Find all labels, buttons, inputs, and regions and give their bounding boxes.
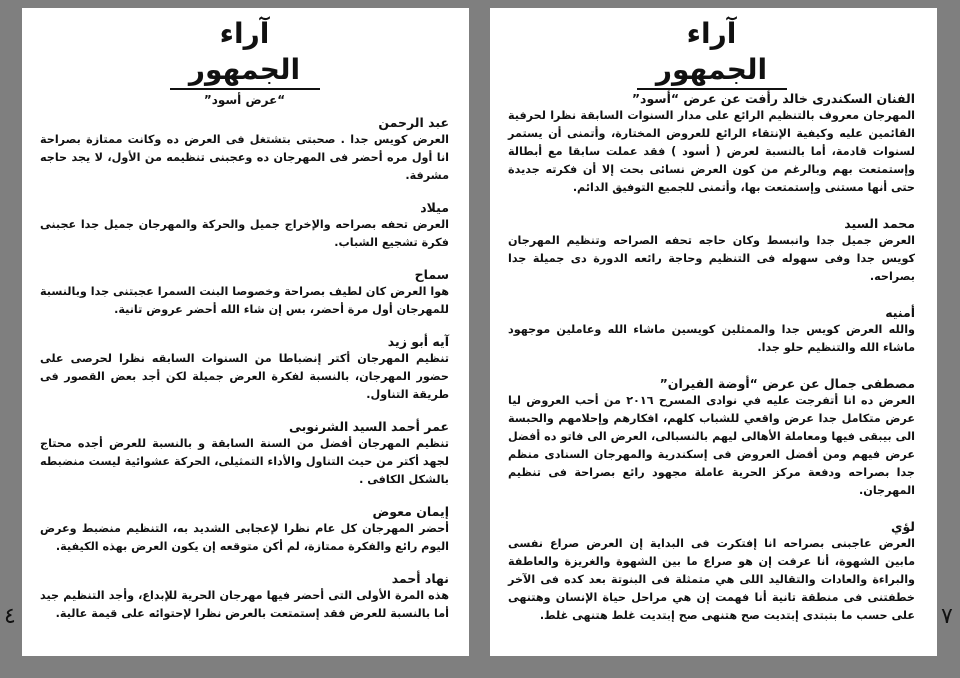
page-number-left: ٤	[4, 604, 16, 629]
left-page	[22, 8, 469, 656]
comment-entry	[508, 215, 915, 286]
comment-entry	[508, 518, 915, 625]
commenter-name: آيه أبو زيد	[387, 334, 449, 349]
comment-text: العرض عاجبنى بصراحه انا إفتكرت فى البداية إن العرض صراع نفسى مابين الشهوة، أنا عرفت إن هو صراع ما بين الشهوة والغريزة والعاطفة والبراءة والعادات والتقاليد اللى هي متمثلة فى البنوتة بعد كده فى الآخر خطفتنى فى منطقة تانية أنا فهمت إن هي مراحل حياة الإنسان وهتنهى على حسب ما بتبتدى إبتديت صح هتنهى صح إبتديت غلط هتنهى غلط.	[508, 537, 915, 622]
page-number-right: ٧	[941, 604, 953, 629]
comment-entry	[40, 199, 449, 252]
comment-entry	[40, 333, 449, 404]
commenter-name: عبد الرحمن	[378, 115, 449, 130]
commenter-name: محمد السيد	[844, 216, 915, 231]
comment-entry	[508, 304, 915, 357]
commenter-name: أمنيه	[885, 305, 915, 320]
comment-text: أحضر المهرجان كل عام نظرا لإعجابى الشديد به، التنظيم منضبط وعرض اليوم رائع والفكرة ممتازة، لم أكن متوقعه إن يكون العرض بهذه الكيفية.	[40, 522, 449, 553]
comment-text: والله العرض كويس جدا والممثلين كويسين ماشاء الله وعاملين موجهود ماشاء الله والتنظيم حلو جدا.	[508, 323, 915, 354]
comment-text: المهرجان معروف بالتنظيم الرائع على مدار السنوات السابقة نظرا لحرفية القائمين عليه وكيفية الإنتقاء الرائع للعروض المختارة، وأتمنى أن يستمر لسنوات قادمة، أما بالنسبة لعرض ( أسود ) فقد عملت سابقا مع أبطالة وإستمتعت بهم وبالرغم من كون العرض نسائى بحت إلا أن فكرته جديدة حتى أنها مستنى وإستمتعت بها، وأتمنى للجميع التوفيق الدائم.	[508, 109, 915, 194]
comment-text: العرض ده انا أتفرجت عليه في نوادى المسرح ٢٠١٦ من أحب العروض ليا عرض متكامل جدا عرض واقعي للشباب كلهم، افكارهم وإحلامهم والحبسة الى بيبقى فيها ومعاملة الأهالى ليهم بالنسبالى، العرض الى فاتو ده أفضل عرض فيهم ومن أفضل العروض فى إسكندرية والمهرجان السنادى منظم جدا بصراحه ودفعة مركز الحرية عاملة مجهود رائع بصراحة فى تنظيم المهرجان.	[508, 394, 915, 497]
commenter-name: إيمان معوض	[372, 504, 449, 519]
comment-text: العرض كويس جدا . صحبتى بتشتغل فى العرض ده وكانت ممتازة بصراحة انا أول مره أحضر فى المهرجان ده وعجبنى تنظيمه من الأول، لا يجد حاجه مشرفة.	[40, 133, 449, 182]
comment-entry	[40, 503, 449, 556]
comment-entry	[40, 266, 449, 319]
comment-entry	[40, 114, 449, 185]
comment-entry	[508, 90, 915, 197]
right-page	[490, 8, 937, 656]
comment-text: العرض جميل جدا وانبسط وكان حاجه تحفه الصراحه وتنظيم المهرجان كويس جدا وفى سهوله فى التنظيم وحاجة رائعه الدورة دى جميلة جدا بصراحه.	[508, 234, 915, 283]
page-title: آراء الجمهور	[170, 16, 320, 90]
comment-entry	[40, 570, 449, 623]
comment-text: هوا العرض كان لطيف بصراحة وخصوصا البنت السمرا عجبتنى جدا وبالنسبة للمهرجان أول مرة أحضر، بس إن شاء الله أحضر عروض تانية.	[40, 285, 449, 316]
comment-text: هذه المرة الأولى التى أحضر فيها مهرجان الحرية للإبداع، وأجد التنظيم جيد أما بالنسبة للعرض فقد إستمتعت بالعرض نظرا لإحتوائه على قيمة عالية.	[40, 589, 449, 620]
commenter-name: ميلاد	[420, 200, 449, 215]
comment-entry	[40, 418, 449, 489]
show-subtitle: “عرض أسود”	[203, 93, 286, 107]
commenter-name: الفنان السكندرى خالد رأفت عن عرض “أسود”	[631, 91, 915, 106]
commenter-name: نهاد أحمد	[391, 571, 449, 586]
commenter-name: عمر أحمد السيد الشرنوبى	[288, 419, 449, 434]
page-title: آراء الجمهور	[637, 16, 787, 90]
comment-text: تنظيم المهرجان أكتر إنضباطا من السنوات السابقه نظرا لحرصى على حضور المهرجان، بالنسبة لفكرة العرض جميلة لكن أجد بعض القصور فى طريقة التناول.	[40, 352, 449, 401]
commenter-name: مصطفى جمال عن عرض “أوضة الفيران”	[659, 376, 915, 391]
comment-text: العرض تحفه بصراحه والإخراج جميل والحركة والمهرجان جميل جدا عجبنى فكرة تشجيع الشباب.	[40, 218, 449, 249]
commenter-name: لؤي	[891, 519, 915, 534]
comment-text: تنظيم المهرجان أفضل من السنة السابقة و بالنسبة للعرض أجده محتاج لجهد أكتر من حيث التناول والأداء التمثيلى، الحركة عشوائية ليست منضبطه بالشكل الكافى .	[40, 437, 449, 486]
commenter-name: سماح	[414, 267, 449, 282]
comment-entry	[508, 375, 915, 500]
